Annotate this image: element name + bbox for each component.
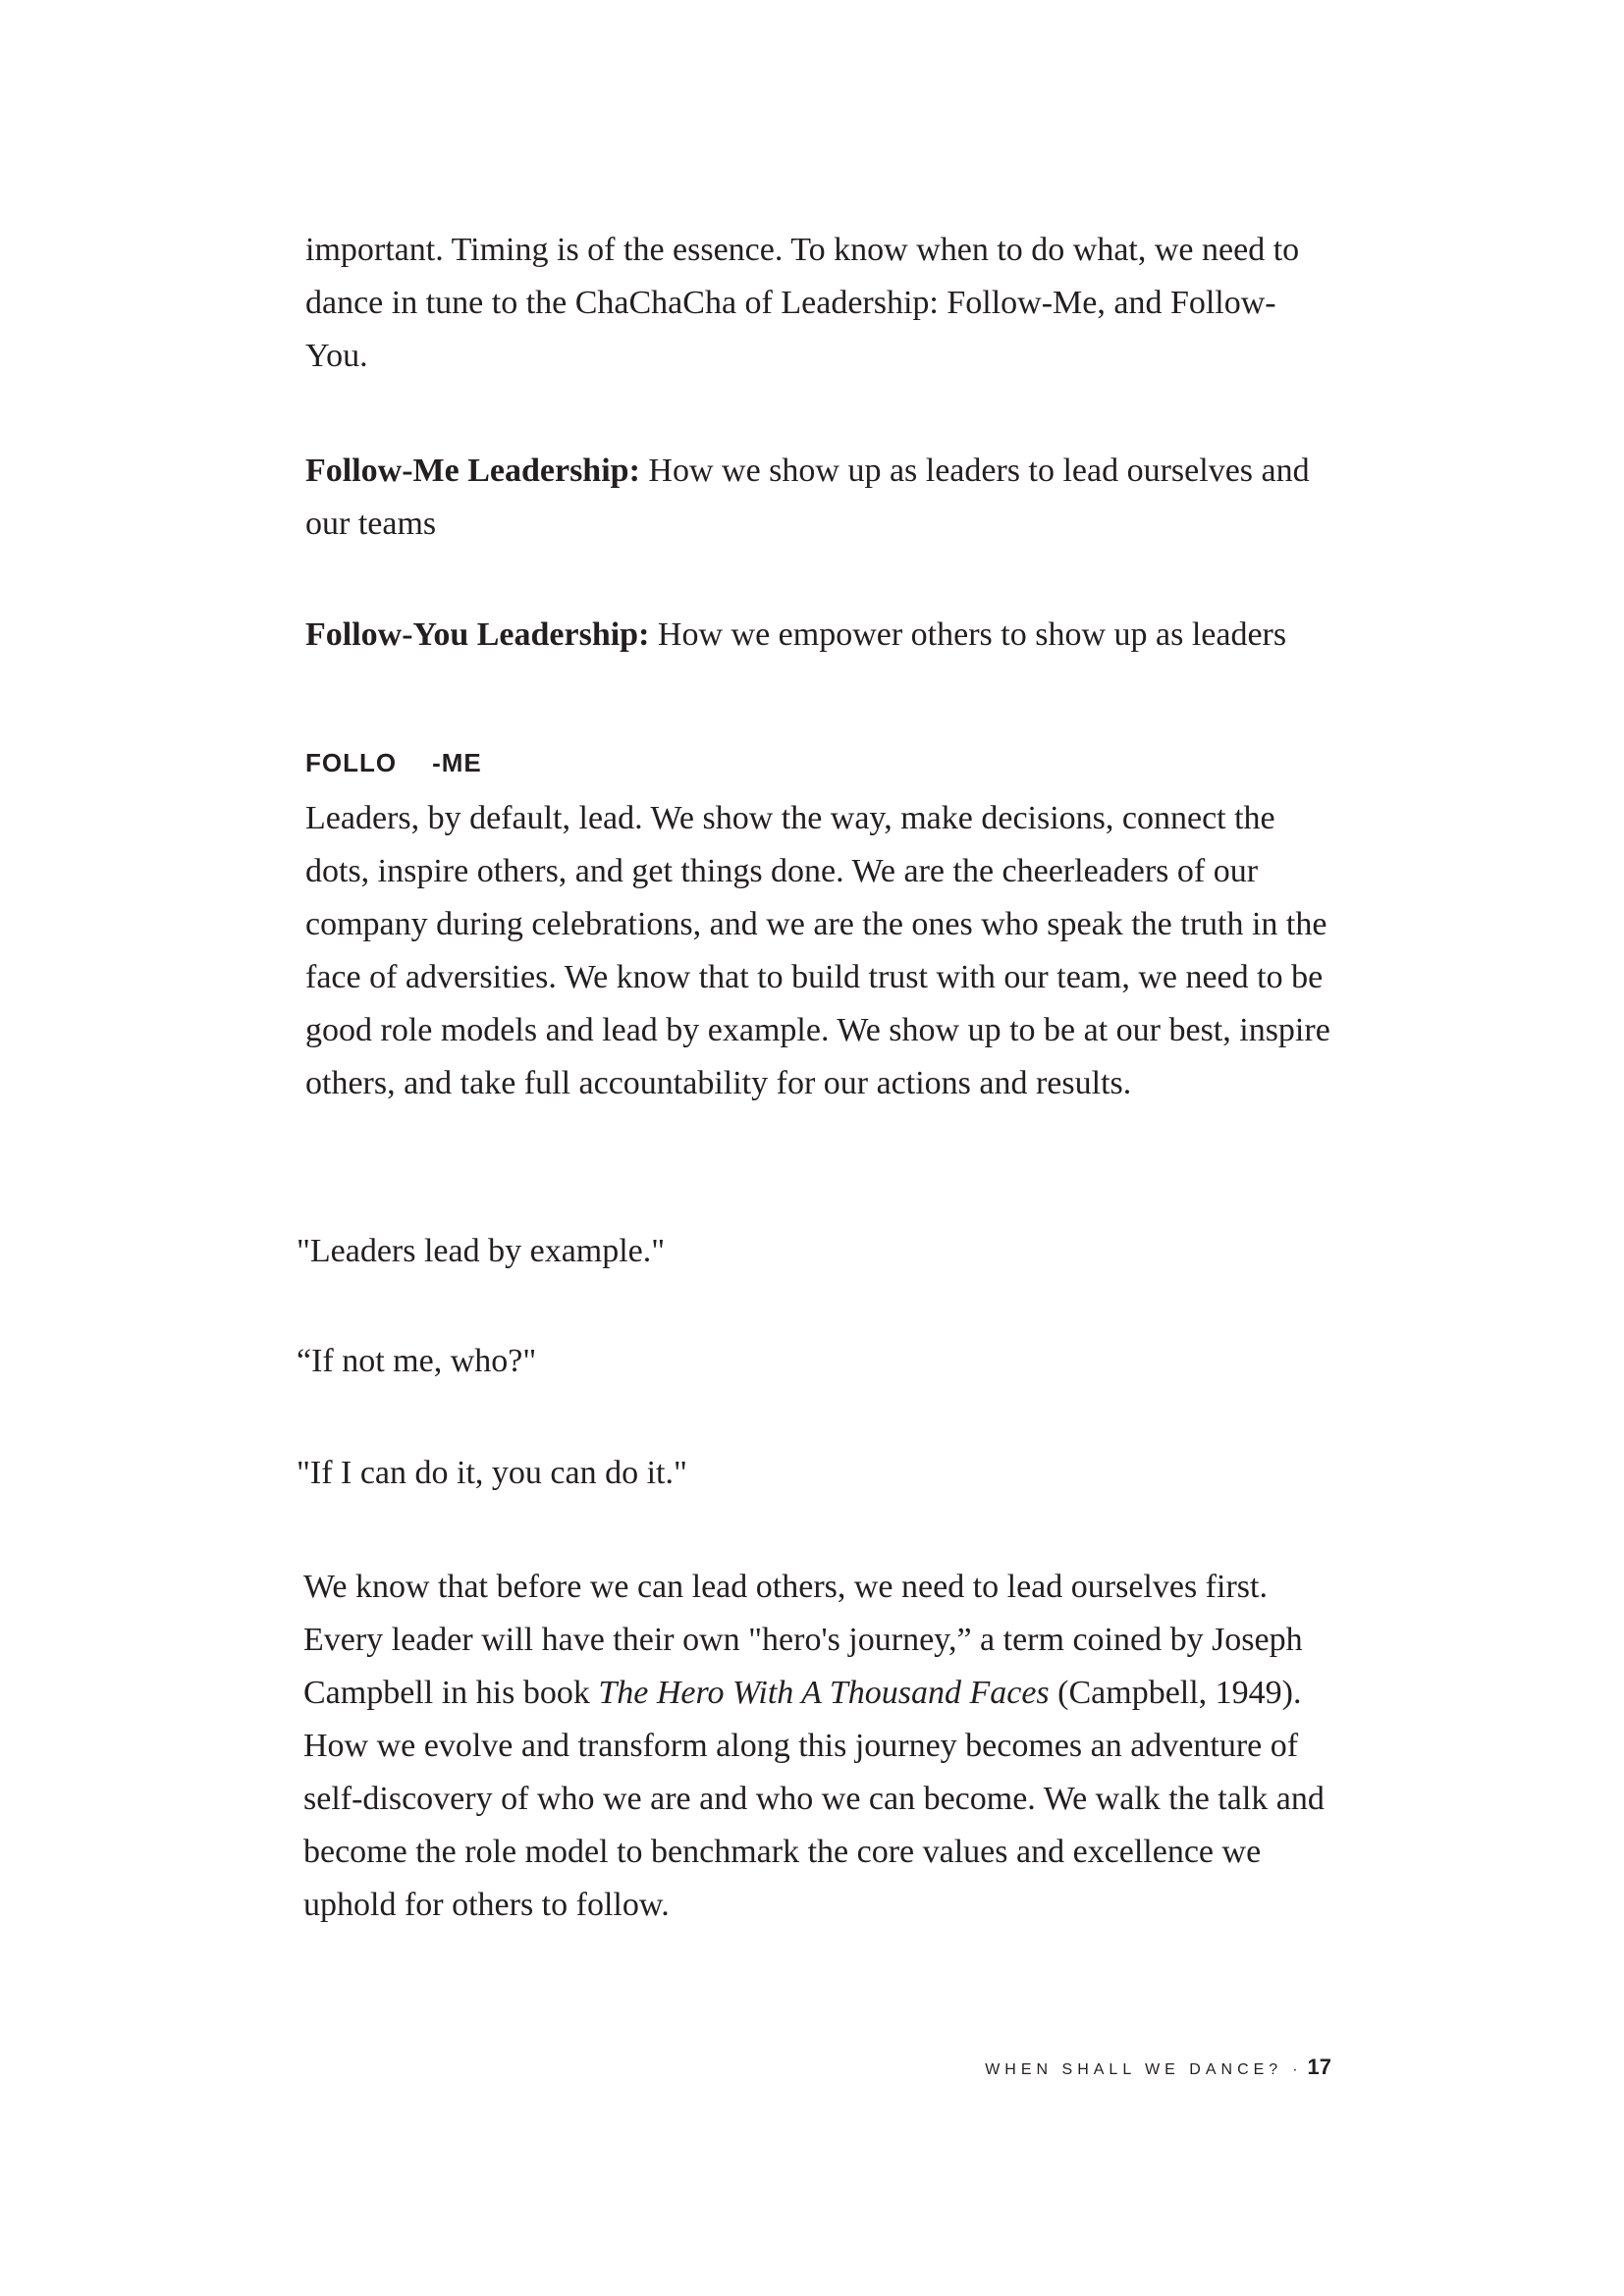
definition-term: Follow-You Leadership: <box>305 616 650 653</box>
definition-term: Follow-Me Leadership: <box>305 453 640 489</box>
book-title: The Hero With A Thousand Faces <box>598 1675 1050 1711</box>
closing-paragraph <box>303 1561 1329 1932</box>
section-paragraph: Leaders, by default, lead. We show the way, make decisions, connect the dots, inspire others, and get things done. We are the cheerleaders of our company during celebrations, and we are the ones who speak the truth in the face of adversities. We know that to build trust with our team, we need to be good role models and lead by example. We show up to be at our best, inspire others, and take full accountability for our actions and results. <box>305 800 1330 1101</box>
definition-text: How we empower others to show up as leaders <box>649 616 1287 653</box>
closing-paragraph-block <box>303 1561 1329 1932</box>
section-heading-part2: -ME <box>432 748 482 777</box>
definition-follow-you <box>305 609 1331 662</box>
intro-paragraph-block <box>305 224 1331 383</box>
running-title: WHEN SHALL WE DANCE? <box>985 2061 1283 2078</box>
definition-text: How we show up as leaders to lead ourselves and our teams <box>305 453 1310 542</box>
quote-1: "Leaders lead by example." <box>297 1233 666 1269</box>
footer-separator: · <box>1292 2061 1298 2078</box>
section-paragraph-block <box>305 792 1331 1110</box>
closing-text-after: (Campbell, 1949). How we evolve and transform along this journey becomes an adventure of self-discovery of who we are and who we can become. We walk the talk and become the role model to benchmark the core values and excellence we uphold for others to follow. <box>303 1675 1325 1923</box>
section-heading <box>305 746 482 779</box>
quote-2: “If not me, who?" <box>297 1343 537 1379</box>
closing-text-before: We know that before we can lead others, we need to lead ourselves first. Every leader will have their own "hero's journey,” a term coined by Joseph Campbell in his book <box>303 1569 1303 1711</box>
section-heading-part1: FOLLO <box>305 748 398 777</box>
page-footer <box>985 2054 1331 2084</box>
page-number: 17 <box>1307 2055 1331 2079</box>
definition-follow-me <box>305 445 1331 551</box>
quote-3: "If I can do it, you can do it." <box>297 1455 687 1491</box>
intro-paragraph: important. Timing is of the essence. To know when to do what, we need to dance in tune to the ChaChaCha of Leadership: Follow-Me, and Follow-You. <box>305 232 1300 374</box>
